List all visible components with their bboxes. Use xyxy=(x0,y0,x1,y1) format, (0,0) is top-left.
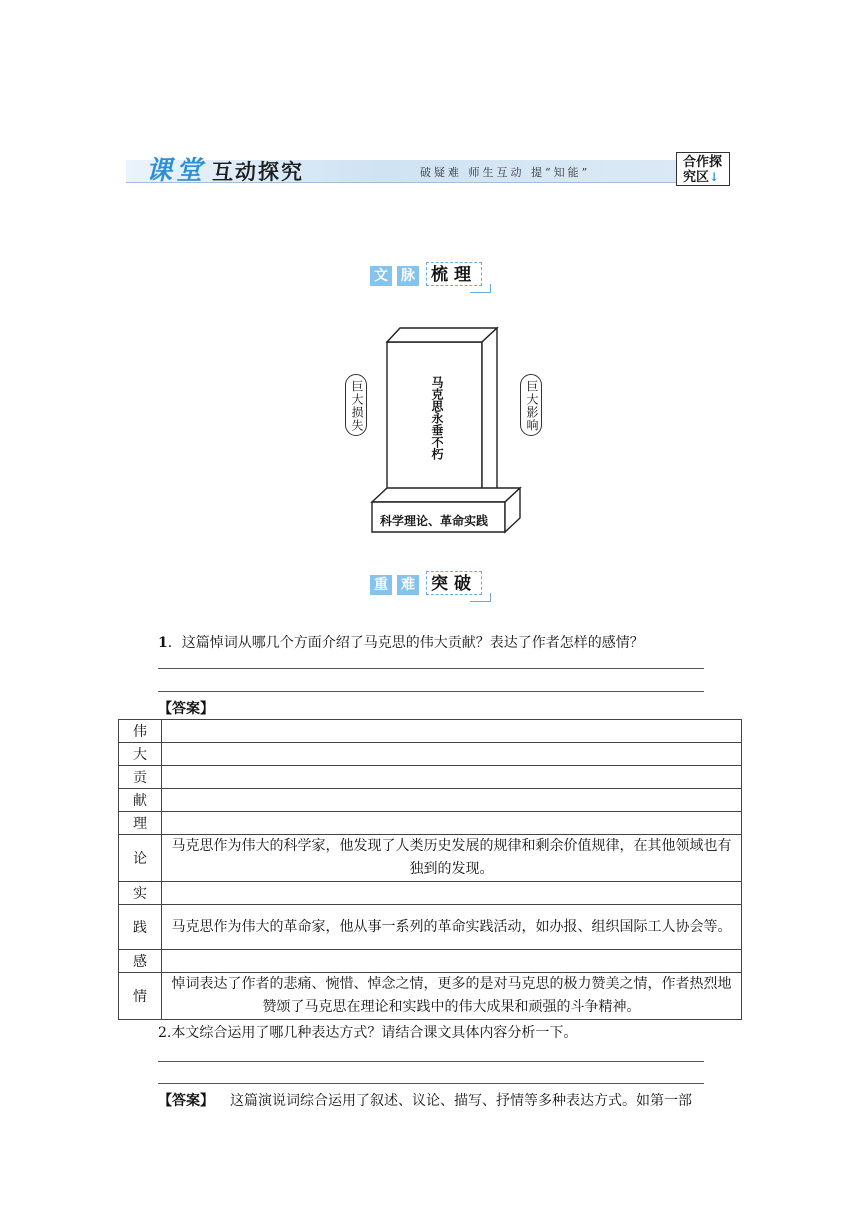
question-1 xyxy=(158,632,644,652)
table-row xyxy=(119,973,742,1020)
heading-bold-text: 梳理 xyxy=(426,262,482,286)
question-1-number: 1 xyxy=(158,635,168,651)
table-row xyxy=(119,882,742,905)
answer-2-text: 这篇演说词综合运用了叙述、议论、描写、抒情等多种表达方式。如第一部 xyxy=(230,1093,692,1109)
row-char-cell: 感 xyxy=(119,950,162,973)
row-text-cell xyxy=(162,766,742,789)
answer-line xyxy=(158,668,704,669)
right-label: 巨大影响 xyxy=(525,380,539,432)
row-text-cell xyxy=(162,743,742,766)
answer-line xyxy=(158,1061,704,1062)
table-row xyxy=(119,812,742,835)
answer-line xyxy=(158,691,704,692)
box-line1: 合作探 xyxy=(683,155,723,170)
row-text-cell: 马克思作为伟大的科学家，他发现了人类历史发展的规律和剩余价值规律，在其他领域也有独到的发现。 xyxy=(162,835,742,882)
answer-2-label: 【答案】 xyxy=(158,1093,214,1109)
section-heading-difficulty xyxy=(370,569,500,599)
monument-side xyxy=(482,328,497,510)
cooperation-zone-box xyxy=(676,152,730,186)
box-line2: 究区 xyxy=(683,170,710,185)
down-arrow-icon: ↓ xyxy=(709,170,720,184)
heading-tile-1: 文 xyxy=(370,266,392,286)
row-text-cell: 悼词表达了作者的悲痛、惋惜、悼念之情，更多的是对马克思的极力赞美之情，作者热烈地赞颂了马克思在理论和实践中的伟大成果和顽强的斗争精神。 xyxy=(162,973,742,1020)
row-text-cell xyxy=(162,882,742,905)
row-char-cell: 理 xyxy=(119,812,162,835)
base-top xyxy=(372,488,520,502)
table-row xyxy=(119,720,742,743)
row-text-cell xyxy=(162,789,742,812)
table-row xyxy=(119,950,742,973)
answer-line xyxy=(158,1083,704,1084)
left-label: 巨大损失 xyxy=(350,380,364,432)
banner-title: 互动探究 xyxy=(212,159,304,184)
row-text-cell: 马克思作为伟大的革命家，他从事一系列的革命实践活动，如办报、组织国际工人协会等。 xyxy=(162,905,742,950)
heading-bracket xyxy=(470,593,491,602)
question-2: 2.本文综合运用了哪几种表达方式？请结合课文具体内容分析一下。 xyxy=(158,1025,578,1041)
table-row xyxy=(119,789,742,812)
row-char-cell: 贡 xyxy=(119,766,162,789)
section-banner xyxy=(126,150,736,190)
table-row xyxy=(119,905,742,950)
heading-tile-1: 重 xyxy=(370,575,392,595)
answer-table xyxy=(118,719,742,1020)
row-char-cell: 实 xyxy=(119,882,162,905)
row-text-cell xyxy=(162,950,742,973)
monument-text: 马克思永垂不朽 xyxy=(430,376,444,460)
row-char-cell: 情 xyxy=(119,973,162,1020)
heading-bracket xyxy=(470,284,491,293)
heading-bold-text: 突破 xyxy=(426,571,482,595)
row-char-cell: 论 xyxy=(119,835,162,882)
answer-2 xyxy=(158,1090,692,1110)
answer-label: 【答案】 xyxy=(158,701,214,717)
banner-slogan: 破疑难 师生互动 提“知能” xyxy=(420,166,591,179)
heading-tile-2: 难 xyxy=(397,575,419,595)
section-heading-outline xyxy=(370,260,500,290)
banner-bar xyxy=(126,160,686,183)
table-row xyxy=(119,743,742,766)
row-char-cell: 伟 xyxy=(119,720,162,743)
monument-top xyxy=(387,328,497,342)
row-char-cell: 献 xyxy=(119,789,162,812)
table-row xyxy=(119,835,742,882)
heading-tile-2: 脉 xyxy=(397,266,419,286)
row-text-cell xyxy=(162,812,742,835)
table-row xyxy=(119,766,742,789)
base-text: 科学理论、革命实践 xyxy=(380,514,489,528)
row-text-cell xyxy=(162,720,742,743)
question-1-text: ．这篇悼词从哪几个方面介绍了马克思的伟大贡献？表达了作者怎样的感情？ xyxy=(167,635,644,651)
banner-title-italic: 课堂 xyxy=(146,156,207,186)
row-char-cell: 大 xyxy=(119,743,162,766)
row-char-cell: 践 xyxy=(119,905,162,950)
